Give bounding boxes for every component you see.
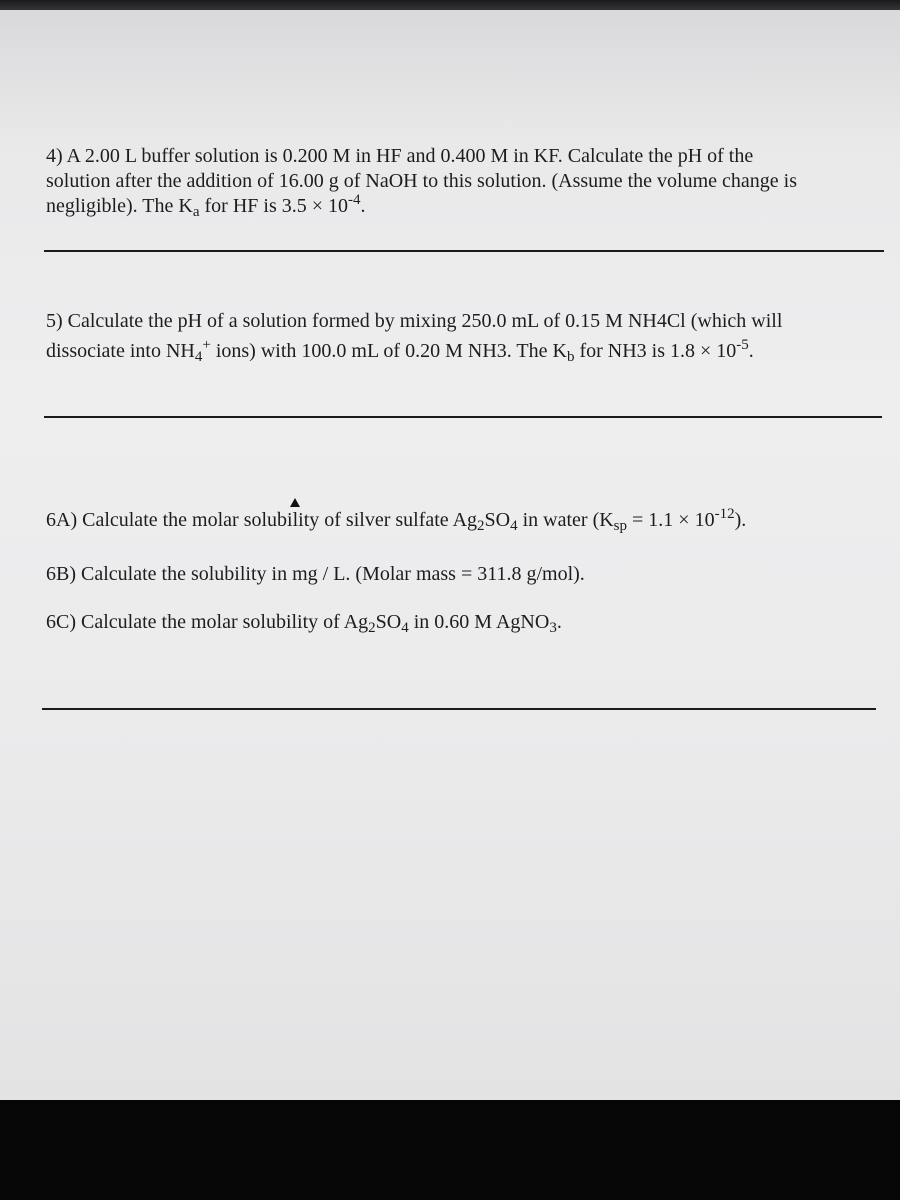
q4-line-1: 4) A 2.00 L buffer solution is 0.200 M in HF and 0.400 M in KF. Calculate the pH of the bbox=[46, 145, 754, 167]
question-6a: 6A) Calculate the molar solubility of silver sulfate $Ag_2SO_4$ in water $(K_{sp} = 1.1 \times 10^{-12})$. bbox=[46, 506, 747, 534]
q4-line-2: solution after the addition of 16.00 g of NaOH to this solution. (Assume the volume change is bbox=[46, 170, 797, 192]
question-5 bbox=[46, 306, 782, 366]
question-4 bbox=[46, 144, 797, 219]
divider-3 bbox=[42, 708, 876, 710]
mouse-cursor-icon bbox=[290, 498, 300, 507]
q4-line-3: negligible). The $K_a$ for HF is $3.5 \times 10^{-4}$. bbox=[46, 192, 366, 220]
divider-2 bbox=[44, 416, 882, 418]
divider-1 bbox=[44, 250, 884, 252]
question-6b: 6B) Calculate the solubility in mg / L. (Molar mass = 311.8 g/mol). bbox=[46, 563, 585, 585]
q5-line-2: dissociate into $NH_4^+$ ions) with 100.0 mL of 0.20 M NH3. The $K_b$ for NH3 is $1.8 \times 10^{-5}$. bbox=[46, 337, 754, 365]
q5-line-1: 5) Calculate the pH of a solution formed by mixing 250.0 mL of 0.15 M NH4Cl (which will bbox=[46, 310, 783, 332]
monitor-bottom-bezel bbox=[0, 1100, 900, 1200]
document-page bbox=[0, 10, 900, 1102]
question-6c: 6C) Calculate the molar solubility of $Ag_2SO_4$ in 0.60 M AgNO$_3$. bbox=[46, 611, 562, 636]
